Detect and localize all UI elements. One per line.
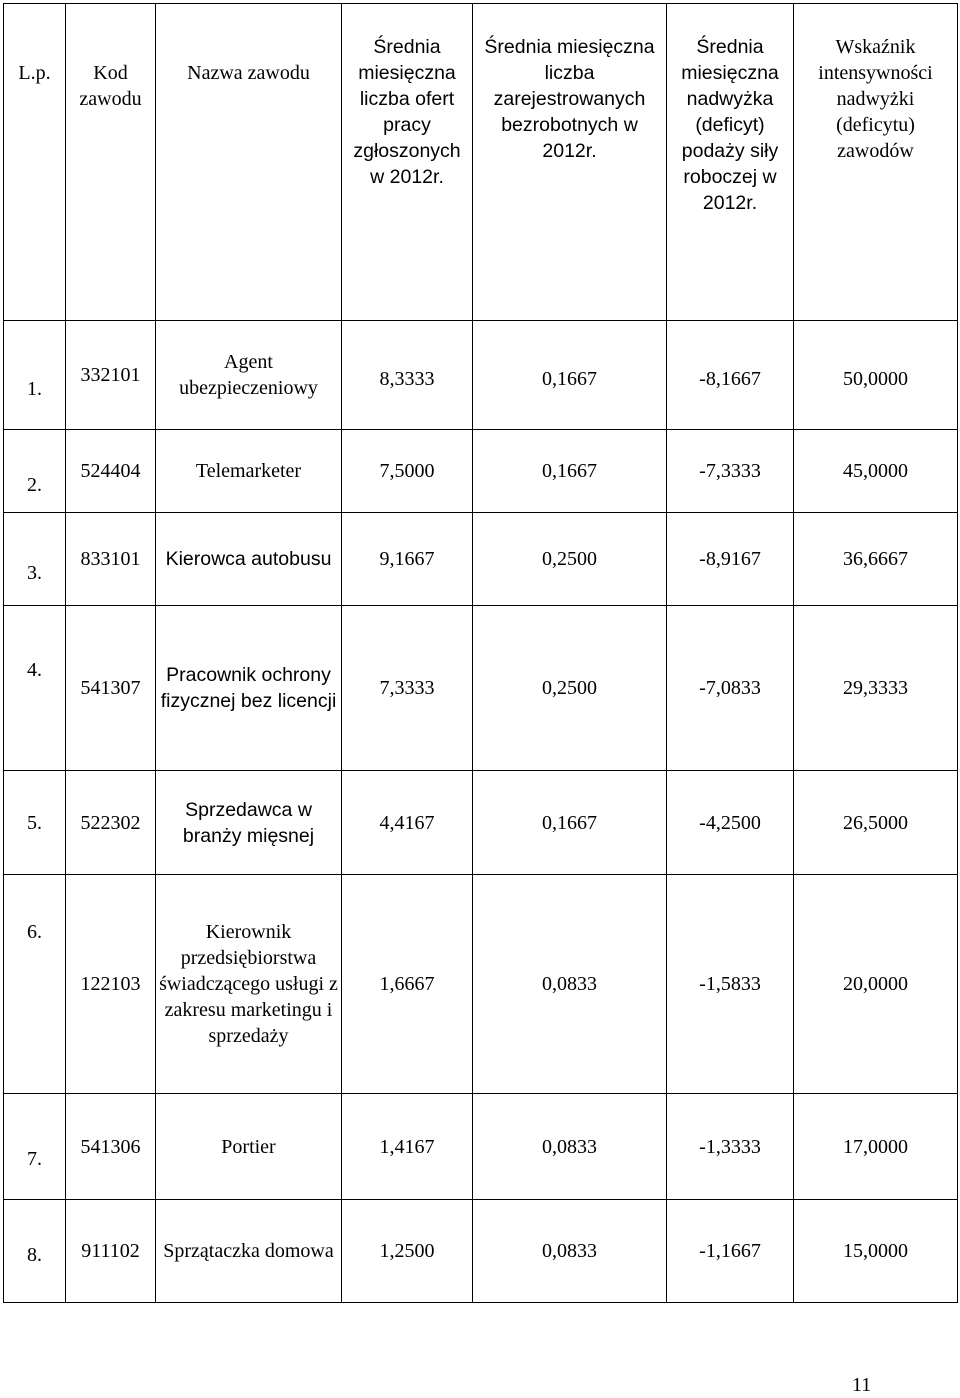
row-kod: 833101 <box>66 513 156 606</box>
table-row <box>4 875 958 1094</box>
row-nadwyzka: -1,5833 <box>667 875 794 1094</box>
row-oferty: 8,3333 <box>342 321 473 430</box>
row-kod: 332101 <box>66 321 156 430</box>
row-wskaznik: 26,5000 <box>794 771 958 875</box>
row-nadwyzka: -4,2500 <box>667 771 794 875</box>
row-oferty: 1,2500 <box>342 1200 473 1303</box>
row-bezrobotni: 0,0833 <box>473 1094 667 1200</box>
row-lp <box>4 321 66 430</box>
row-nazwa: Portier <box>156 1094 342 1200</box>
row-oferty: 1,6667 <box>342 875 473 1094</box>
row-kod: 911102 <box>66 1200 156 1303</box>
table-row <box>4 513 958 606</box>
table-row <box>4 1094 958 1200</box>
row-nazwa: Telemarketer <box>156 430 342 513</box>
header-liczba-ofert: Średnia miesięczna liczba ofert pracy zgłoszonych w 2012r. <box>342 4 473 321</box>
row-oferty: 1,4167 <box>342 1094 473 1200</box>
row-nadwyzka: -1,3333 <box>667 1094 794 1200</box>
table-header-row <box>4 4 958 321</box>
row-wskaznik: 36,6667 <box>794 513 958 606</box>
table-row <box>4 430 958 513</box>
row-wskaznik: 50,0000 <box>794 321 958 430</box>
header-lp: L.p. <box>4 4 66 321</box>
row-wskaznik: 20,0000 <box>794 875 958 1094</box>
row-bezrobotni: 0,1667 <box>473 430 667 513</box>
row-kod: 122103 <box>66 875 156 1094</box>
row-lp <box>4 606 66 771</box>
row-wskaznik: 15,0000 <box>794 1200 958 1303</box>
header-nazwa-zawodu: Nazwa zawodu <box>156 4 342 321</box>
row-nadwyzka: -8,1667 <box>667 321 794 430</box>
table-row <box>4 321 958 430</box>
row-lp-text: 1. <box>27 378 42 400</box>
row-nazwa: Kierowca autobusu <box>156 513 342 606</box>
row-nadwyzka: -1,1667 <box>667 1200 794 1303</box>
row-oferty: 9,1667 <box>342 513 473 606</box>
row-nazwa: Sprzedawca w branży mięsnej <box>156 771 342 875</box>
row-lp-text: 3. <box>27 562 42 584</box>
header-nadwyzka-deficyt: Średnia miesięczna nadwyżka (deficyt) podaży siły roboczej w 2012r. <box>667 4 794 321</box>
row-lp <box>4 430 66 513</box>
row-wskaznik: 45,0000 <box>794 430 958 513</box>
row-nadwyzka: -7,3333 <box>667 430 794 513</box>
row-nazwa: Agent ubezpieczeniowy <box>156 321 342 430</box>
row-lp-text: 5. <box>27 811 42 834</box>
row-oferty: 4,4167 <box>342 771 473 875</box>
row-oferty: 7,3333 <box>342 606 473 771</box>
row-nazwa: Pracownik ochrony fizycznej bez licencji <box>156 606 342 771</box>
row-nazwa: Kierownik przedsiębiorstwa świadczącego usługi z zakresu marketingu i sprzedaży <box>156 875 342 1094</box>
row-bezrobotni: 0,2500 <box>473 606 667 771</box>
row-bezrobotni: 0,0833 <box>473 1200 667 1303</box>
row-lp <box>4 513 66 606</box>
row-nazwa: Sprzątaczka domowa <box>156 1200 342 1303</box>
row-bezrobotni: 0,0833 <box>473 875 667 1094</box>
row-lp-text: 4. <box>27 659 42 681</box>
row-bezrobotni: 0,1667 <box>473 321 667 430</box>
row-lp <box>4 875 66 1094</box>
row-lp-text: 8. <box>27 1244 42 1266</box>
row-bezrobotni: 0,2500 <box>473 513 667 606</box>
row-kod: 541307 <box>66 606 156 771</box>
row-lp-text: 6. <box>27 921 42 943</box>
row-wskaznik: 17,0000 <box>794 1094 958 1200</box>
table-row <box>4 1200 958 1303</box>
header-kod-zawodu: Kod zawodu <box>66 4 156 321</box>
table-row <box>4 771 958 875</box>
row-nadwyzka: -8,9167 <box>667 513 794 606</box>
header-wskaznik-intensywnosci: Wskaźnik intensywności nadwyżki (deficytu) zawodów <box>794 4 958 321</box>
table-row <box>4 606 958 771</box>
row-wskaznik: 29,3333 <box>794 606 958 771</box>
row-lp <box>4 1200 66 1303</box>
header-liczba-bezrobotnych: Średnia miesięczna liczba zarejestrowanych bezrobotnych w 2012r. <box>473 4 667 321</box>
row-kod: 541306 <box>66 1094 156 1200</box>
occupations-table <box>3 3 958 1303</box>
row-bezrobotni: 0,1667 <box>473 771 667 875</box>
row-kod: 522302 <box>66 771 156 875</box>
row-kod: 524404 <box>66 430 156 513</box>
row-oferty: 7,5000 <box>342 430 473 513</box>
row-lp-text: 2. <box>27 474 42 496</box>
row-lp <box>4 771 66 875</box>
page-number: 11 <box>852 1374 872 1396</box>
row-nadwyzka: -7,0833 <box>667 606 794 771</box>
row-lp <box>4 1094 66 1200</box>
row-lp-text: 7. <box>27 1147 42 1170</box>
